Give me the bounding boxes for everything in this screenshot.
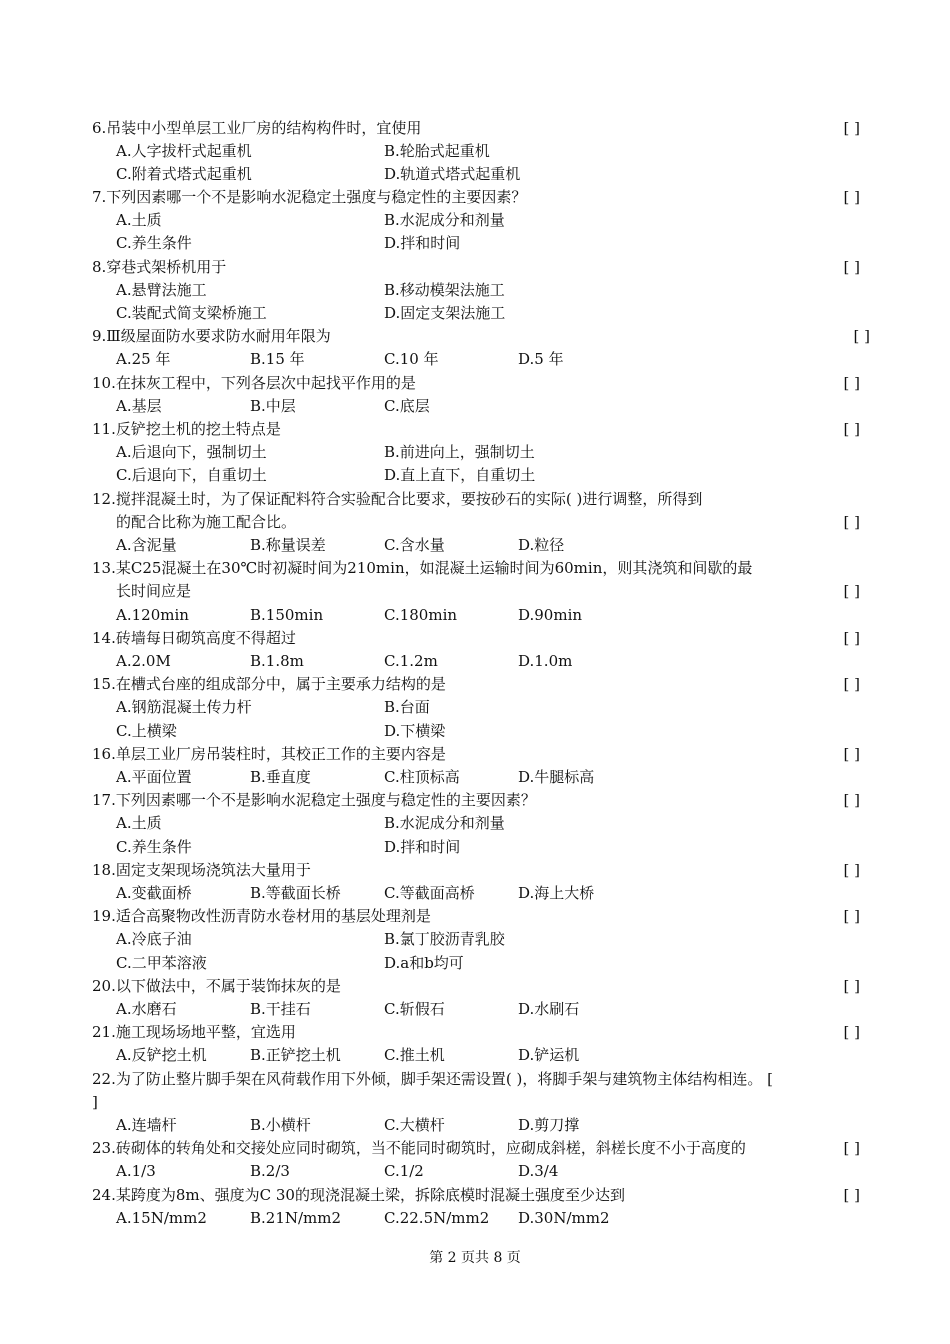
option-row [92,209,860,232]
option-row [92,766,860,789]
option-item[interactable]: A.悬臂法施工 [116,280,207,299]
option-item[interactable]: B.轮胎式起重机 [384,141,490,160]
option-item[interactable]: C.养生条件 [116,234,192,253]
option-item[interactable]: B.水泥成分和剂量 [384,211,505,230]
option-item[interactable]: A.120min [116,605,189,624]
option-item[interactable]: D.海上大桥 [518,884,595,903]
question-text: 21.施工现场场地平整，宜选用 [92,1023,296,1042]
option-item[interactable]: C.二甲苯溶液 [116,953,207,972]
option-item[interactable]: A.基层 [116,396,162,415]
option-row [92,952,860,975]
question-text: 22.为了防止整片脚手架在风荷载作用下外倾，脚手架还需设置( )，将脚手架与建筑物主体结构相连。 [ [92,1069,773,1088]
option-item[interactable]: C.等截面高桥 [384,884,475,903]
option-item[interactable]: C.附着式塔式起重机 [116,164,252,183]
answer-bracket: [ ] [843,744,860,763]
option-item[interactable]: C.装配式简支梁桥施工 [116,304,267,323]
option-item[interactable]: C.养生条件 [116,837,192,856]
option-item[interactable]: A.冷底子油 [116,930,192,949]
question-text: 16.单层工业厂房吊装柱时，其校正工作的主要内容是 [92,744,446,763]
answer-bracket: [ ] [843,1023,860,1042]
option-item[interactable]: D.铲运机 [518,1046,580,1065]
question-text-line2: 长时间应是 [116,582,192,601]
question-text: 10.在抹灰工程中，下列各层次中起找平作用的是 [92,373,416,392]
option-item[interactable]: B.移动模架法施工 [384,280,505,299]
option-item[interactable]: A.反铲挖土机 [116,1046,207,1065]
option-item[interactable]: A.钢筋混凝土传力杆 [116,698,252,717]
option-row [92,464,860,487]
question-stem [92,789,860,812]
option-item[interactable]: B.台面 [384,698,430,717]
question-block [92,975,860,1021]
option-item[interactable]: B.15 年 [250,350,305,369]
option-item[interactable]: B.称量误差 [250,536,326,555]
option-row [92,1044,860,1067]
answer-bracket: [ ] [843,675,860,694]
question-text: 12.搅拌混凝土时，为了保证配料符合实验配合比要求，要按砂石的实际( )进行调整，所得到 [92,489,703,508]
option-item[interactable]: C.1.2m [384,652,438,671]
answer-bracket: [ ] [843,628,860,647]
option-item[interactable]: D.轨道式塔式起重机 [384,164,521,183]
option-item[interactable]: B.正铲挖土机 [250,1046,341,1065]
question-stem [92,1137,860,1160]
question-text: 24.某跨度为8m、强度为C 30的现浇混凝土梁，拆除底模时混凝土强度至少达到 [92,1185,625,1204]
question-block [92,789,860,859]
question-stem [92,488,860,511]
question-text: 7.下列因素哪一个不是影响水泥稳定土强度与稳定性的主要因素？ [92,188,527,207]
question-stem [92,325,870,348]
question-stem [92,1068,860,1091]
question-block [92,627,860,673]
question-stem [92,905,860,928]
option-item[interactable]: C.大横杆 [384,1116,445,1135]
option-item[interactable]: B.21N/mm2 [250,1208,342,1227]
question-text: 15.在槽式台座的组成部分中，属于主要承力结构的是 [92,675,446,694]
question-stem [92,186,860,209]
option-row [92,928,860,951]
question-text: 20.以下做法中，不属于装饰抹灰的是 [92,976,341,995]
option-item[interactable]: D.直上直下，自重切土 [384,466,536,485]
option-item[interactable]: A.土质 [116,211,162,230]
option-item[interactable]: A.25 年 [116,350,171,369]
page-footer: 第 2 页共 8 页 [429,1250,521,1266]
option-item[interactable]: D.剪刀撑 [518,1116,580,1135]
question-text-continued [92,1091,860,1114]
answer-bracket: [ ] [843,512,860,531]
question-stem [92,743,860,766]
option-item[interactable]: D.水刷石 [518,1000,580,1019]
question-text: 9.Ⅲ级屋面防水要求防水耐用年限为 [92,327,331,346]
option-item[interactable]: A.含泥量 [116,536,177,555]
option-row [92,232,860,255]
option-row [92,279,860,302]
answer-bracket: [ ] [853,327,870,346]
option-item[interactable]: C.10 年 [384,350,439,369]
question-block [92,186,860,256]
option-item[interactable]: D.粒径 [518,536,565,555]
option-item[interactable]: C.22.5N/mm2 [384,1208,490,1227]
answer-bracket: [ ] [843,791,860,810]
question-block [92,325,870,371]
option-item[interactable]: D.拌和时间 [384,837,461,856]
option-item[interactable]: D.固定支架法施工 [384,304,506,323]
option-item[interactable]: D.90min [518,605,583,624]
question-block [92,418,860,488]
question-stem [92,975,860,998]
answer-bracket: [ ] [843,118,860,137]
option-item[interactable]: B.垂直度 [250,768,311,787]
option-row [92,836,860,859]
question-block [92,117,860,187]
option-item[interactable]: D.下横梁 [384,721,446,740]
option-item[interactable]: C.含水量 [384,536,445,555]
option-item[interactable]: D.a和b均可 [384,953,464,972]
option-item[interactable]: B.水泥成分和剂量 [384,814,505,833]
option-row [92,1160,860,1183]
question-text: 14.砖墙每日砌筑高度不得超过 [92,628,296,647]
question-block [92,256,860,326]
answer-bracket: [ ] [843,188,860,207]
question-text: 19.适合高聚物改性沥青防水卷材用的基层处理剂是 [92,907,431,926]
question-text: 23.砖砌体的转角处和交接处应同时砌筑，当不能同时砌筑时，应砌成斜槎，斜槎长度不小于高度的 [92,1139,746,1158]
option-row [92,534,860,557]
option-item[interactable]: C.底层 [384,396,430,415]
answer-bracket: [ ] [843,1185,860,1204]
question-stem [92,673,860,696]
question-stem [92,372,860,395]
question-text: 17.下列因素哪一个不是影响水泥稳定土强度与稳定性的主要因素？ [92,791,536,810]
option-row [92,302,860,325]
question-block [92,1137,860,1183]
option-row [92,441,860,464]
option-item[interactable]: B.氯丁胶沥青乳胶 [384,930,505,949]
option-row [92,696,860,719]
option-item[interactable]: A.土质 [116,814,162,833]
question-text-line2: 的配合比称为施工配合比。 [116,512,297,531]
option-row [92,720,860,743]
answer-bracket: [ ] [843,1139,860,1158]
option-item[interactable]: A.连墙杆 [116,1116,177,1135]
question-text-continued [92,511,860,534]
option-item[interactable]: D.3/4 [518,1162,559,1181]
option-item[interactable]: D.拌和时间 [384,234,461,253]
option-row [92,1114,860,1137]
question-block [92,557,860,627]
option-row [92,812,860,835]
option-item[interactable]: C.上横梁 [116,721,177,740]
option-row [92,395,860,418]
question-stem [92,1021,860,1044]
option-row [92,140,860,163]
question-block [92,1021,860,1067]
option-item[interactable]: C.推土机 [384,1046,445,1065]
option-row [92,1207,860,1230]
answer-bracket: [ ] [843,582,860,601]
question-block [92,859,860,905]
option-item[interactable]: B.小横杆 [250,1116,311,1135]
question-block [92,743,860,789]
option-row [92,163,860,186]
question-text: 11.反铲挖土机的挖土特点是 [92,420,281,439]
option-item[interactable]: A.平面位置 [116,768,192,787]
answer-bracket: [ ] [843,420,860,439]
option-item[interactable]: B.2/3 [250,1162,290,1181]
question-block [92,372,860,418]
option-item[interactable]: A.2.0M [116,652,171,671]
option-item[interactable]: C.斩假石 [384,1000,445,1019]
option-item[interactable]: B.干挂石 [250,1000,311,1019]
option-item[interactable]: C.后退向下，自重切土 [116,466,267,485]
question-stem [92,859,860,882]
question-stem [92,557,860,580]
question-block [92,905,860,975]
question-text: 13.某C25混凝土在30℃时初凝时间为210min，如混凝土运输时间为60min，则其浇筑和间歇的最 [92,559,753,578]
option-item[interactable]: C.1/2 [384,1162,424,1181]
question-text: 8.穿巷式架桥机用于 [92,257,227,276]
option-row [92,882,860,905]
option-item[interactable]: C.180min [384,605,458,624]
option-row [92,998,860,1021]
option-item[interactable]: B.等截面长桥 [250,884,341,903]
answer-bracket: [ ] [843,257,860,276]
question-text: 6.吊装中小型单层工业厂房的结构构件时，宜使用 [92,118,422,137]
option-row [92,604,860,627]
option-item[interactable]: B.150min [250,605,324,624]
option-item[interactable]: A.15N/mm2 [116,1208,207,1227]
answer-bracket: [ ] [843,907,860,926]
option-row [92,348,860,371]
option-item[interactable]: A.1/3 [116,1162,156,1181]
question-text: 18.固定支架现场浇筑法大量用于 [92,860,311,879]
question-text-line2: ] [92,1092,98,1111]
question-stem [92,1184,860,1207]
question-block [92,1184,860,1230]
option-item[interactable]: C.柱顶标高 [384,768,460,787]
answer-bracket: [ ] [843,860,860,879]
option-row [92,650,860,673]
answer-bracket: [ ] [843,976,860,995]
option-item[interactable]: A.水磨石 [116,1000,177,1019]
question-stem [92,117,860,140]
option-item[interactable]: B.1.8m [250,652,304,671]
question-stem [92,418,860,441]
option-item[interactable]: D.30N/mm2 [518,1208,610,1227]
question-block [92,673,860,743]
option-item[interactable]: B.中层 [250,396,296,415]
question-stem [92,256,860,279]
option-item[interactable]: B.前进向上，强制切土 [384,443,535,462]
answer-bracket: [ ] [843,373,860,392]
option-item[interactable]: A.人字拔杆式起重机 [116,141,252,160]
option-item[interactable]: D.牛腿标高 [518,768,595,787]
option-item[interactable]: D.5 年 [518,350,564,369]
question-stem [92,627,860,650]
question-block [92,488,860,558]
question-text-continued [92,580,860,603]
option-item[interactable]: A.后退向下，强制切土 [116,443,267,462]
question-block [92,1068,860,1138]
option-item[interactable]: A.变截面桥 [116,884,192,903]
option-item[interactable]: D.1.0m [518,652,573,671]
